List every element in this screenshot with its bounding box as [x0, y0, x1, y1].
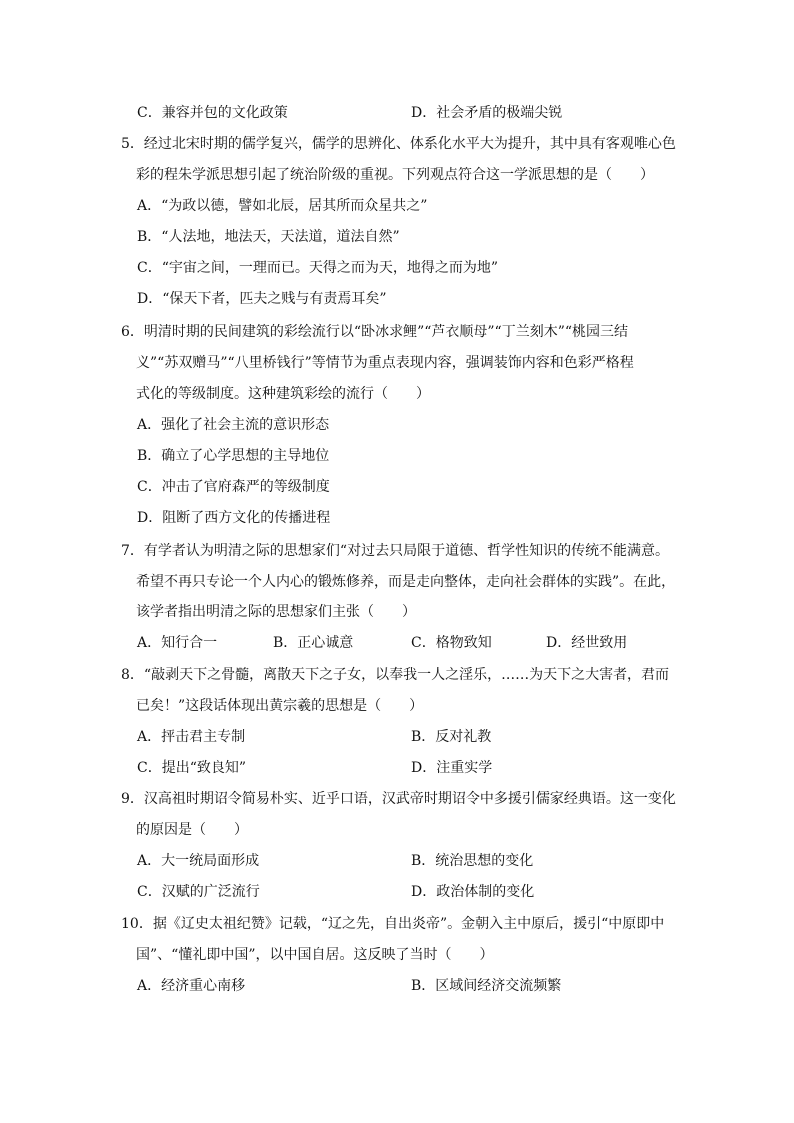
q8-stem-line-2: 已矣！”这段话体现出黄宗羲的思想是（ ） — [136, 698, 424, 714]
q7-stem-line-2: 希望不再只专论一个人内心的锻炼修养，而是走向整体，走向社会群体的实践”。在此， — [136, 574, 676, 590]
q4-option-d: D．社会矛盾的极端尖锐 — [411, 105, 563, 121]
q8-option-c: C．提出“致良知” — [137, 760, 247, 776]
q5-stem-line-2: 彩的程朱学派思想引起了统治阶级的重视。下列观点符合这一学派思想的是（ ） — [136, 167, 654, 183]
q9-option-a: A．大一统局面形成 — [137, 853, 260, 869]
q6-stem-line-2: 义”“苏双赠马”“八里桥钱行”等情节为重点表现内容，强调装饰内容和色彩严格程 — [136, 355, 634, 371]
q10-option-b: B．区域间经济交流频繁 — [411, 978, 562, 994]
q10-stem-line-1: 10．据《辽史太祖纪赞》记载，“辽之先，自出炎帝”。金朝入主中原后，援引“中原即中 — [121, 916, 665, 932]
q7-option-d: D．经世致用 — [546, 635, 628, 651]
q9-option-d: D．政治体制的变化 — [411, 884, 535, 900]
q7-option-c: C．格物致知 — [411, 635, 492, 651]
q6-option-d: D．阻断了西方文化的传播进程 — [137, 510, 331, 526]
q9-stem-line-2: 的原因是（ ） — [136, 822, 248, 838]
q10-option-a: A．经济重心南移 — [137, 978, 246, 994]
q8-option-b: B．反对礼教 — [411, 729, 492, 745]
q6-option-c: C．冲击了官府森严的等级制度 — [137, 479, 330, 495]
q8-option-d: D．注重实学 — [411, 760, 493, 776]
q9-stem-line-1: 9．汉高祖时期诏令简易朴实、近乎口语，汉武帝时期诏令中多援引儒家经典语。这一变化 — [121, 791, 676, 807]
q7-option-a: A．知行合一 — [137, 635, 218, 651]
q7-stem-line-1: 7．有学者认为明清之际的思想家们“对过去只局限于道德、哲学性知识的传统不能满意。 — [121, 543, 670, 559]
q6-stem-line-1: 6．明清时期的民间建筑的彩绘流行以“卧冰求鲤”“芦衣顺母”“丁兰刻木”“桃园三结 — [121, 324, 629, 340]
q8-option-a: A．抨击君主专制 — [137, 729, 246, 745]
q9-option-c: C．汉赋的广泛流行 — [137, 884, 260, 900]
q6-stem-line-3: 式化的等级制度。这种建筑彩绘的流行（ ） — [136, 386, 430, 402]
q7-option-b: B．正心诚意 — [273, 635, 354, 651]
q5-option-b: B．“人法地，地法天，天法道，道法自然” — [137, 229, 400, 245]
q4-option-c: C．兼容并包的文化政策 — [137, 105, 288, 121]
q7-stem-line-3: 该学者指出明清之际的思想家们主张（ ） — [136, 604, 416, 620]
q5-option-a: A．“为政以德，譬如北辰，居其所而众星共之” — [137, 198, 428, 214]
q5-option-d: D．“保天下者，匹夫之贱与有责焉耳矣” — [137, 291, 387, 307]
q9-option-b: B．统治思想的变化 — [411, 853, 534, 869]
q5-stem-line-1: 5．经过北宋时期的儒学复兴，儒学的思辨化、体系化水平大为提升，其中具有客观唯心色 — [121, 136, 676, 152]
q5-option-c: C．“宇宙之间，一理而已。天得之而为天，地得之而为地” — [137, 260, 499, 276]
q6-option-b: B．确立了心学思想的主导地位 — [137, 448, 330, 464]
q6-option-a: A．强化了社会主流的意识形态 — [137, 417, 330, 433]
q8-stem-line-1: 8．“敲剥天下之骨髓，离散天下之子女，以奉我一人之淫乐，……为天下之大害者，君而 — [121, 667, 670, 683]
q10-stem-line-2: 国”、“懂礼即中国”，以中国自居。这反映了当时（ ） — [136, 947, 494, 963]
